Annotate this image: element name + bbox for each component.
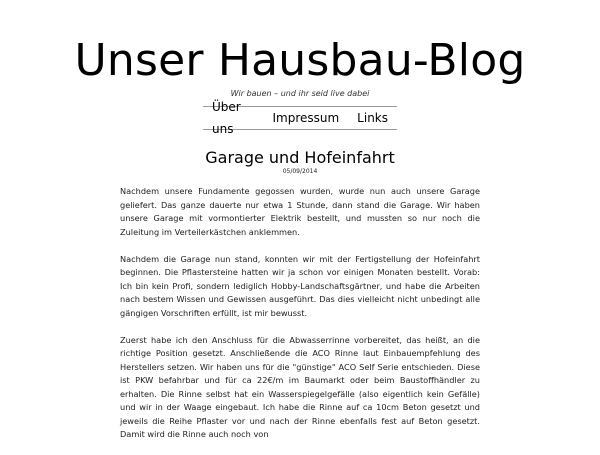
post-paragraph: Nachdem unsere Fundamente gegossen wurden, wurde nun auch unsere Garage geliefert. Das ganze dauerte nur etwa 1 Stunde, dann stand die Garage. Wir haben unsere Garage mit vormontierter Elektrik bestellt, und mussten so nur noch die Zuleitung im Verteilerkästchen anklemmen. <box>120 186 480 237</box>
post-body <box>120 185 480 455</box>
post-title[interactable]: Garage und Hofeinfahrt <box>205 148 395 167</box>
site-tagline: Wir bauen – und ihr seid live dabei <box>230 89 370 98</box>
site-title[interactable]: Unser Hausbau-Blog <box>74 35 526 86</box>
main-navigation <box>203 100 397 136</box>
post-date: 05/09/2014 <box>282 168 318 175</box>
nav-item-links[interactable]: Links <box>357 111 388 125</box>
post-paragraph: Zuerst habe ich den Anschluss für die Abwasserrinne vorbereitet, das heißt, an die richtige Position gesetzt. Anschließende die ACO Rinne laut Einbauempfehlung des Herstellers setzen. Wir haben uns für die "günstige" ACO Self Serie entschieden. Diese ist PKW befahrbar und für ca 22€/m im Baumarkt oder beim Baustoffhändler zu erhalten. Die Rinne selbst hat ein Wasserspiegelgefälle (also eigentlich kein Gefälle) und wir in der Waage eingebaut. Ich habe die Rinne auf ca 10cm Beton gesetzt und jeweils die Reihe Pflaster vor und nach der Rinne ebenfalls fest auf Beton gesetzt. Damit wird die Rinne auch noch von <box>120 334 480 439</box>
nav-item-impressum[interactable]: Impressum <box>272 111 340 125</box>
nav-item-ueber-uns[interactable]: Über uns <box>212 100 241 136</box>
post-paragraph: Nachdem die Garage nun stand, konnten wir mit der Fertigstellung der Hofeinfahrt beginnen. Die Pflastersteine hatten wir ja schon vor einigen Monaten bestellt. Vorab: Ich bin kein Profi, sondern lediglich Hobby-Landschaftsgärtner, und habe die Arbeiten nach bestem Wissen und Gewissen ausgeführt. Das dies vielleicht nicht unbedingt alle gängigen Vorschriften erfüllt, ist mir bewusst. <box>120 253 480 318</box>
